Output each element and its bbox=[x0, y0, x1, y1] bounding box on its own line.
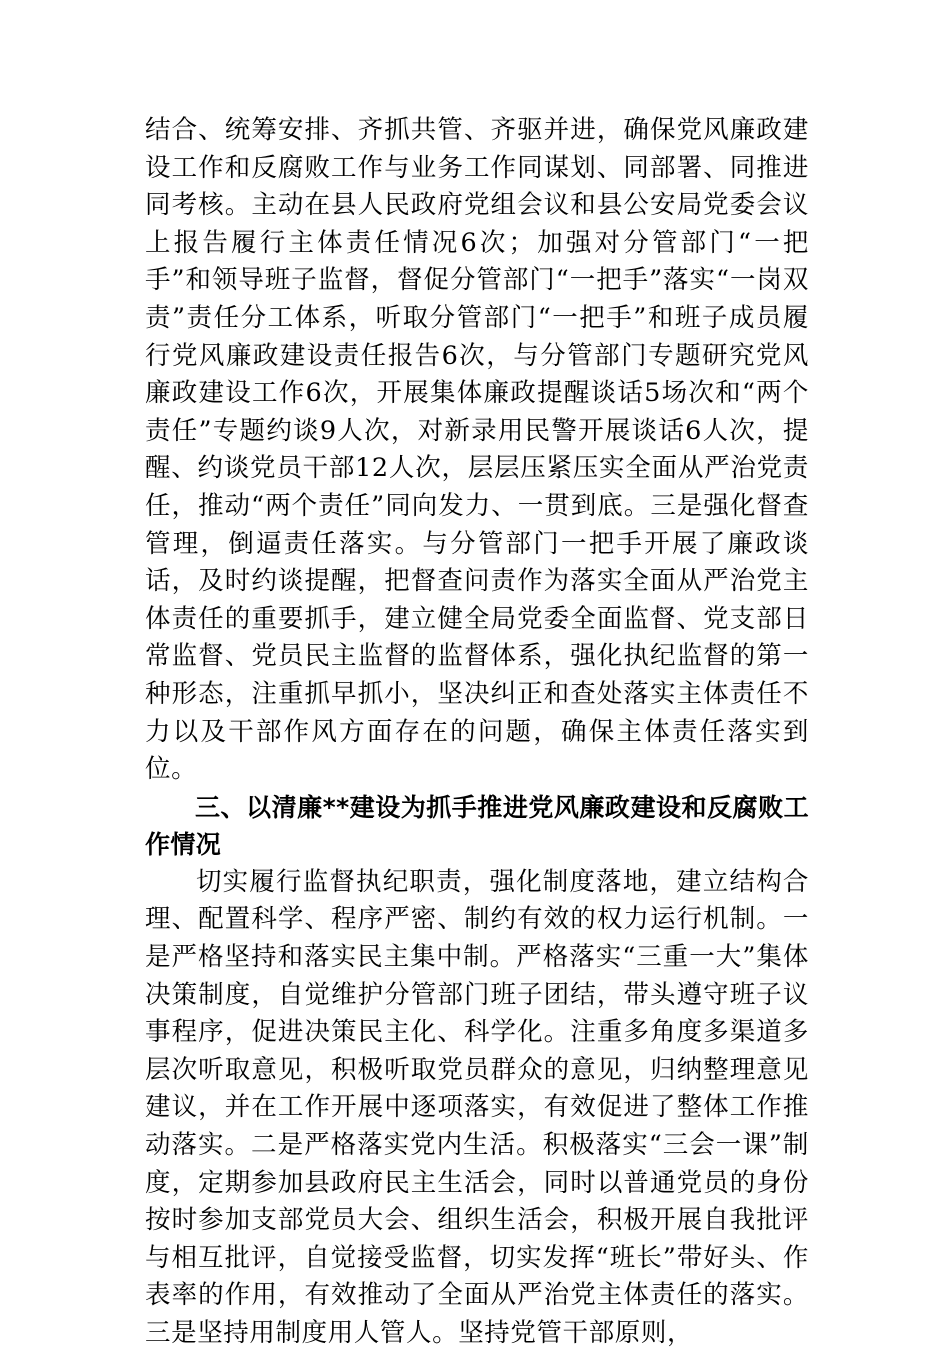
body-paragraph: 切实履行监督执纪职责，强化制度落地，建立结构合理、配置科学、程序严密、制约有效的权力运行机制。一是严格坚持和落实民主集中制。严格落实“三重一大”集体决策制度，自觉维护分管部门班子团结，带头遵守班子议事程序，促进决策民主化、科学化。注重多角度多渠道多层次听取意见，积极听取党员群众的意见，归纳整理意见建议，并在工作开展中逐项落实，有效促进了整体工作推动落实。二是严格落实党内生活。积极落实“三会一课”制度，定期参加县政府民主生活会，同时以普通党员的身份按时参加支部党员大会、组织生活会，积极开展自我批评与相互批评，自觉接受监督，切实发挥“班长”带好头、作表率的作用，有效推动了全面从严治党主体责任的落实。三是坚持用制度用人管人。坚持党管干部原则， bbox=[145, 866, 809, 1348]
body-paragraph-continued: 结合、统筹安排、齐抓共管、齐驱并进，确保党风廉政建设工作和反腐败工作与业务工作同谋划、同部署、同推进同考核。主动在县人民政府党组会议和县公安局党委会议上报告履行主体责任情况6次；加强对分管部门“一把手”和领导班子监督，督促分管部门“一把手”落实“一岗双责”责任分工体系，听取分管部门“一把手”和班子成员履行党风廉政建设责任报告6次，与分管部门专题研究党风廉政建设工作6次，开展集体廉政提醒谈话5场次和“两个责任”专题约谈9人次，对新录用民警开展谈话6人次，提醒、约谈党员干部12人次，层层压紧压实全面从严治党责任，推动“两个责任”同向发力、一贯到底。三是强化督查管理，倒逼责任落实。与分管部门一把手开展了廉政谈话，及时约谈提醒，把督查问责作为落实全面从严治党主体责任的重要抓手，建立健全局党委全面监督、党支部日常监督、党员民主监督的监督体系，强化执纪监督的第一种形态，注重抓早抓小，坚决纠正和查处落实主体责任不力以及干部作风方面存在的问题，确保主体责任落实到位。 bbox=[145, 115, 809, 785]
section-heading: 三、以清廉**建设为抓手推进党风廉政建设和反腐败工作情况 bbox=[145, 792, 809, 860]
document-body bbox=[145, 112, 809, 1353]
